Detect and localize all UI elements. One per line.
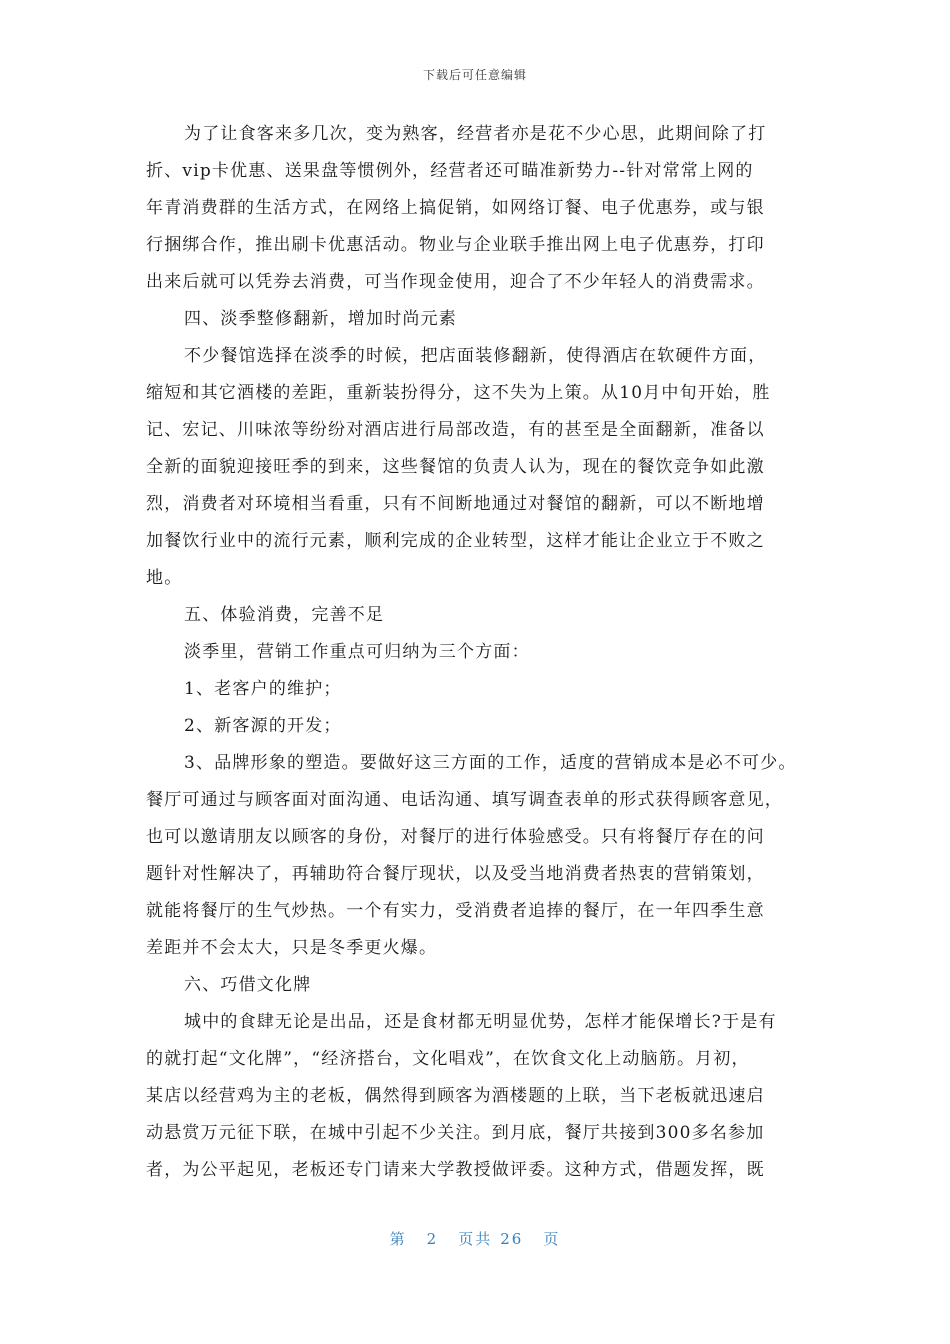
footer-total-pages: 26 [500,1230,524,1248]
text-line: 3、品牌形象的塑造。要做好这三方面的工作，适度的营销成本是必不可少。 [184,753,797,773]
text-line: 出来后就可以凭券去消费，可当作现金使用，迎合了不少年轻人的消费需求。 [146,272,765,292]
text-line: 就能将餐厅的生气炒热。一个有实力，受消费者追捧的餐厅，在一年四季生意 [146,901,765,921]
text-line: 全新的面貌迎接旺季的到来，这些餐馆的负责人认为，现在的餐饮竞争如此激 [146,457,765,477]
text-line: 烈，消费者对环境相当看重，只有不间断地通过对餐馆的翻新，可以不断地增 [146,494,765,514]
text-line: 年青消费群的生活方式，在网络上搞促销，如网络订餐、电子优惠券，或与银 [146,198,765,218]
text-line: 缩短和其它酒楼的差距，重新装扮得分，这不失为上策。从10月中旬开始，胜 [146,383,771,403]
text-line: 不少餐馆选择在淡季的时候，把店面装修翻新，使得酒店在软硬件方面， [184,346,767,366]
text-line: 者，为公平起见，老板还专门请来大学教授做评委。这种方式，借题发挥，既 [146,1160,765,1180]
page-footer [0,1228,950,1249]
text-line: 淡季里，营销工作重点可归纳为三个方面： [184,642,530,662]
text-line: 餐厅可通过与顾客面对面沟通、电话沟通、填写调查表单的形式获得顾客意见， [146,790,783,810]
text-line: 的就打起“文化牌”，“经济搭台，文化唱戏”，在饮食文化上动脑筋。月初， [146,1049,750,1069]
text-line: 记、宏记、川味浓等纷纷对酒店进行局部改造，有的甚至是全面翻新，准备以 [146,420,765,440]
footer-prefix: 第 [389,1230,407,1248]
text-line: 差距并不会太大，只是冬季更火爆。 [146,938,438,958]
text-line: 城中的食肆无论是出品，还是食材都无明显优势，怎样才能保增长?于是有 [184,1012,777,1032]
text-line: 五、体验消费，完善不足 [184,605,385,625]
footer-current-page: 2 [426,1230,439,1248]
text-line: 题针对性解决了，再辅助符合餐厅现状，以及受当地消费者热衷的营销策划， [146,864,765,884]
text-line: 折、vip卡优惠、送果盘等惯例外，经营者还可瞄准新势力--针对常常上网的 [146,161,754,181]
text-line: 动悬赏万元征下联，在城中引起不少关注。到月底，餐厅共接到300多名参加 [146,1123,765,1143]
text-line: 1、老客户的维护； [184,679,342,699]
text-line: 地。 [146,568,183,588]
text-line: 也可以邀请朋友以顾客的身份，对餐厅的进行体验感受。只有将餐厅存在的问 [146,827,765,847]
footer-middle: 页共 [458,1230,493,1248]
footer-suffix: 页 [543,1230,561,1248]
text-line: 六、巧借文化牌 [184,975,312,995]
document-body [146,116,806,1189]
text-line: 加餐饮行业中的流行元素，顺利完成的企业转型，这样才能让企业立于不败之 [146,531,765,551]
text-line: 为了让食客来多几次，变为熟客，经营者亦是花不少心思，此期间除了打 [184,124,767,144]
text-line: 四、淡季整修翻新，增加时尚元素 [184,309,457,329]
page-header: 下载后可任意编辑 [422,68,527,82]
text-line: 2、新客源的开发； [184,716,342,736]
text-line: 行捆绑合作，推出刷卡优惠活动。物业与企业联手推出网上电子优惠券，打印 [146,235,765,255]
text-line: 某店以经营鸡为主的老板，偶然得到顾客为酒楼题的上联，当下老板就迅速启 [146,1086,765,1106]
